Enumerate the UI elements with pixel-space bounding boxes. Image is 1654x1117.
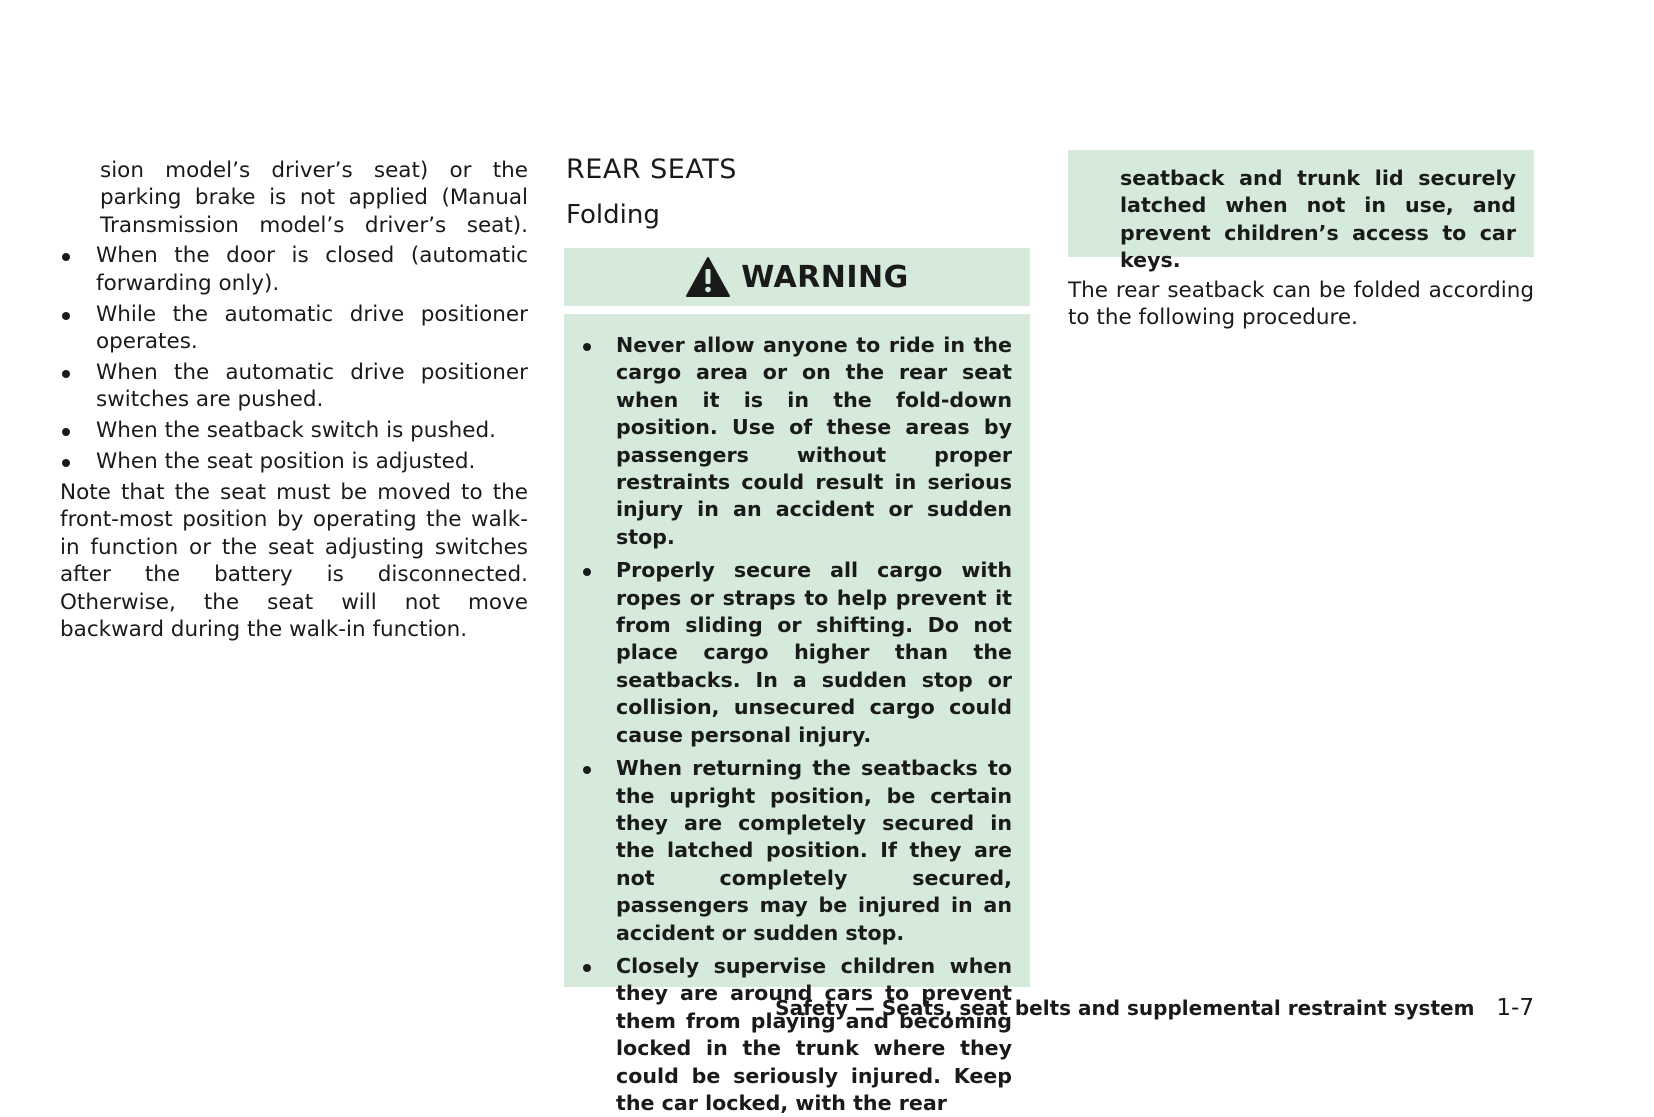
continuation-text: sion model’s driver’s seat) or the parking brake is not applied (Manual Transmission model’s driver’s seat). <box>100 158 528 238</box>
list-item: When the seatback switch is pushed. <box>60 417 528 444</box>
warning-label: WARNING <box>741 259 909 295</box>
note-paragraph: Note that the seat must be moved to the front-most position by operating the walk-in function or the seat adjusting switches after the battery is disconnected. Otherwise, the seat will not move backward during the walk-in function. <box>60 479 528 642</box>
list-item: When the door is closed (automatic forwarding only). <box>60 242 528 297</box>
warning-continuation: seatback and trunk lid securely latched when not in use, and prevent children’s access to car keys. <box>1068 150 1534 257</box>
left-column <box>60 157 528 643</box>
list-item: When the automatic drive positioner switches are pushed. <box>60 359 528 414</box>
subsection-heading: Folding <box>566 200 660 230</box>
footer-section-title: Safety — Seats, seat belts and supplemental restraint system <box>775 996 1475 1020</box>
body-paragraph: The rear seatback can be folded according to the following procedure. <box>1068 278 1534 331</box>
page-footer <box>775 995 1534 1021</box>
condition-list <box>60 242 528 475</box>
section-heading: REAR SEATS <box>566 154 737 185</box>
warning-item: Never allow anyone to ride in the cargo area or on the rear seat when it is in the fold-down position. Use of these areas by passengers without proper restraints could result in serious injury in an accident or sudden stop. <box>581 332 1012 551</box>
warning-header <box>564 248 1030 306</box>
warning-triangle-icon <box>685 256 731 298</box>
warning-item: Closely supervise children when they are around cars to prevent them from playing and becoming locked in the trunk where they could be seriously injured. Keep the car locked, with the rear <box>581 953 1012 1117</box>
warning-item: When returning the seatbacks to the upright position, be certain they are completely secured in the latched position. If they are not completely secured, passengers may be injured in an accident or sudden stop. <box>581 755 1012 947</box>
list-item: When the seat position is adjusted. <box>60 448 528 475</box>
warning-item: Properly secure all cargo with ropes or straps to help prevent it from sliding or shifting. Do not place cargo higher than the seatbacks. In a sudden stop or collision, unsecured cargo could cause personal injury. <box>581 557 1012 749</box>
page-number: 1-7 <box>1496 995 1534 1021</box>
warning-body <box>564 314 1030 1115</box>
list-item: While the automatic drive positioner operates. <box>60 301 528 356</box>
